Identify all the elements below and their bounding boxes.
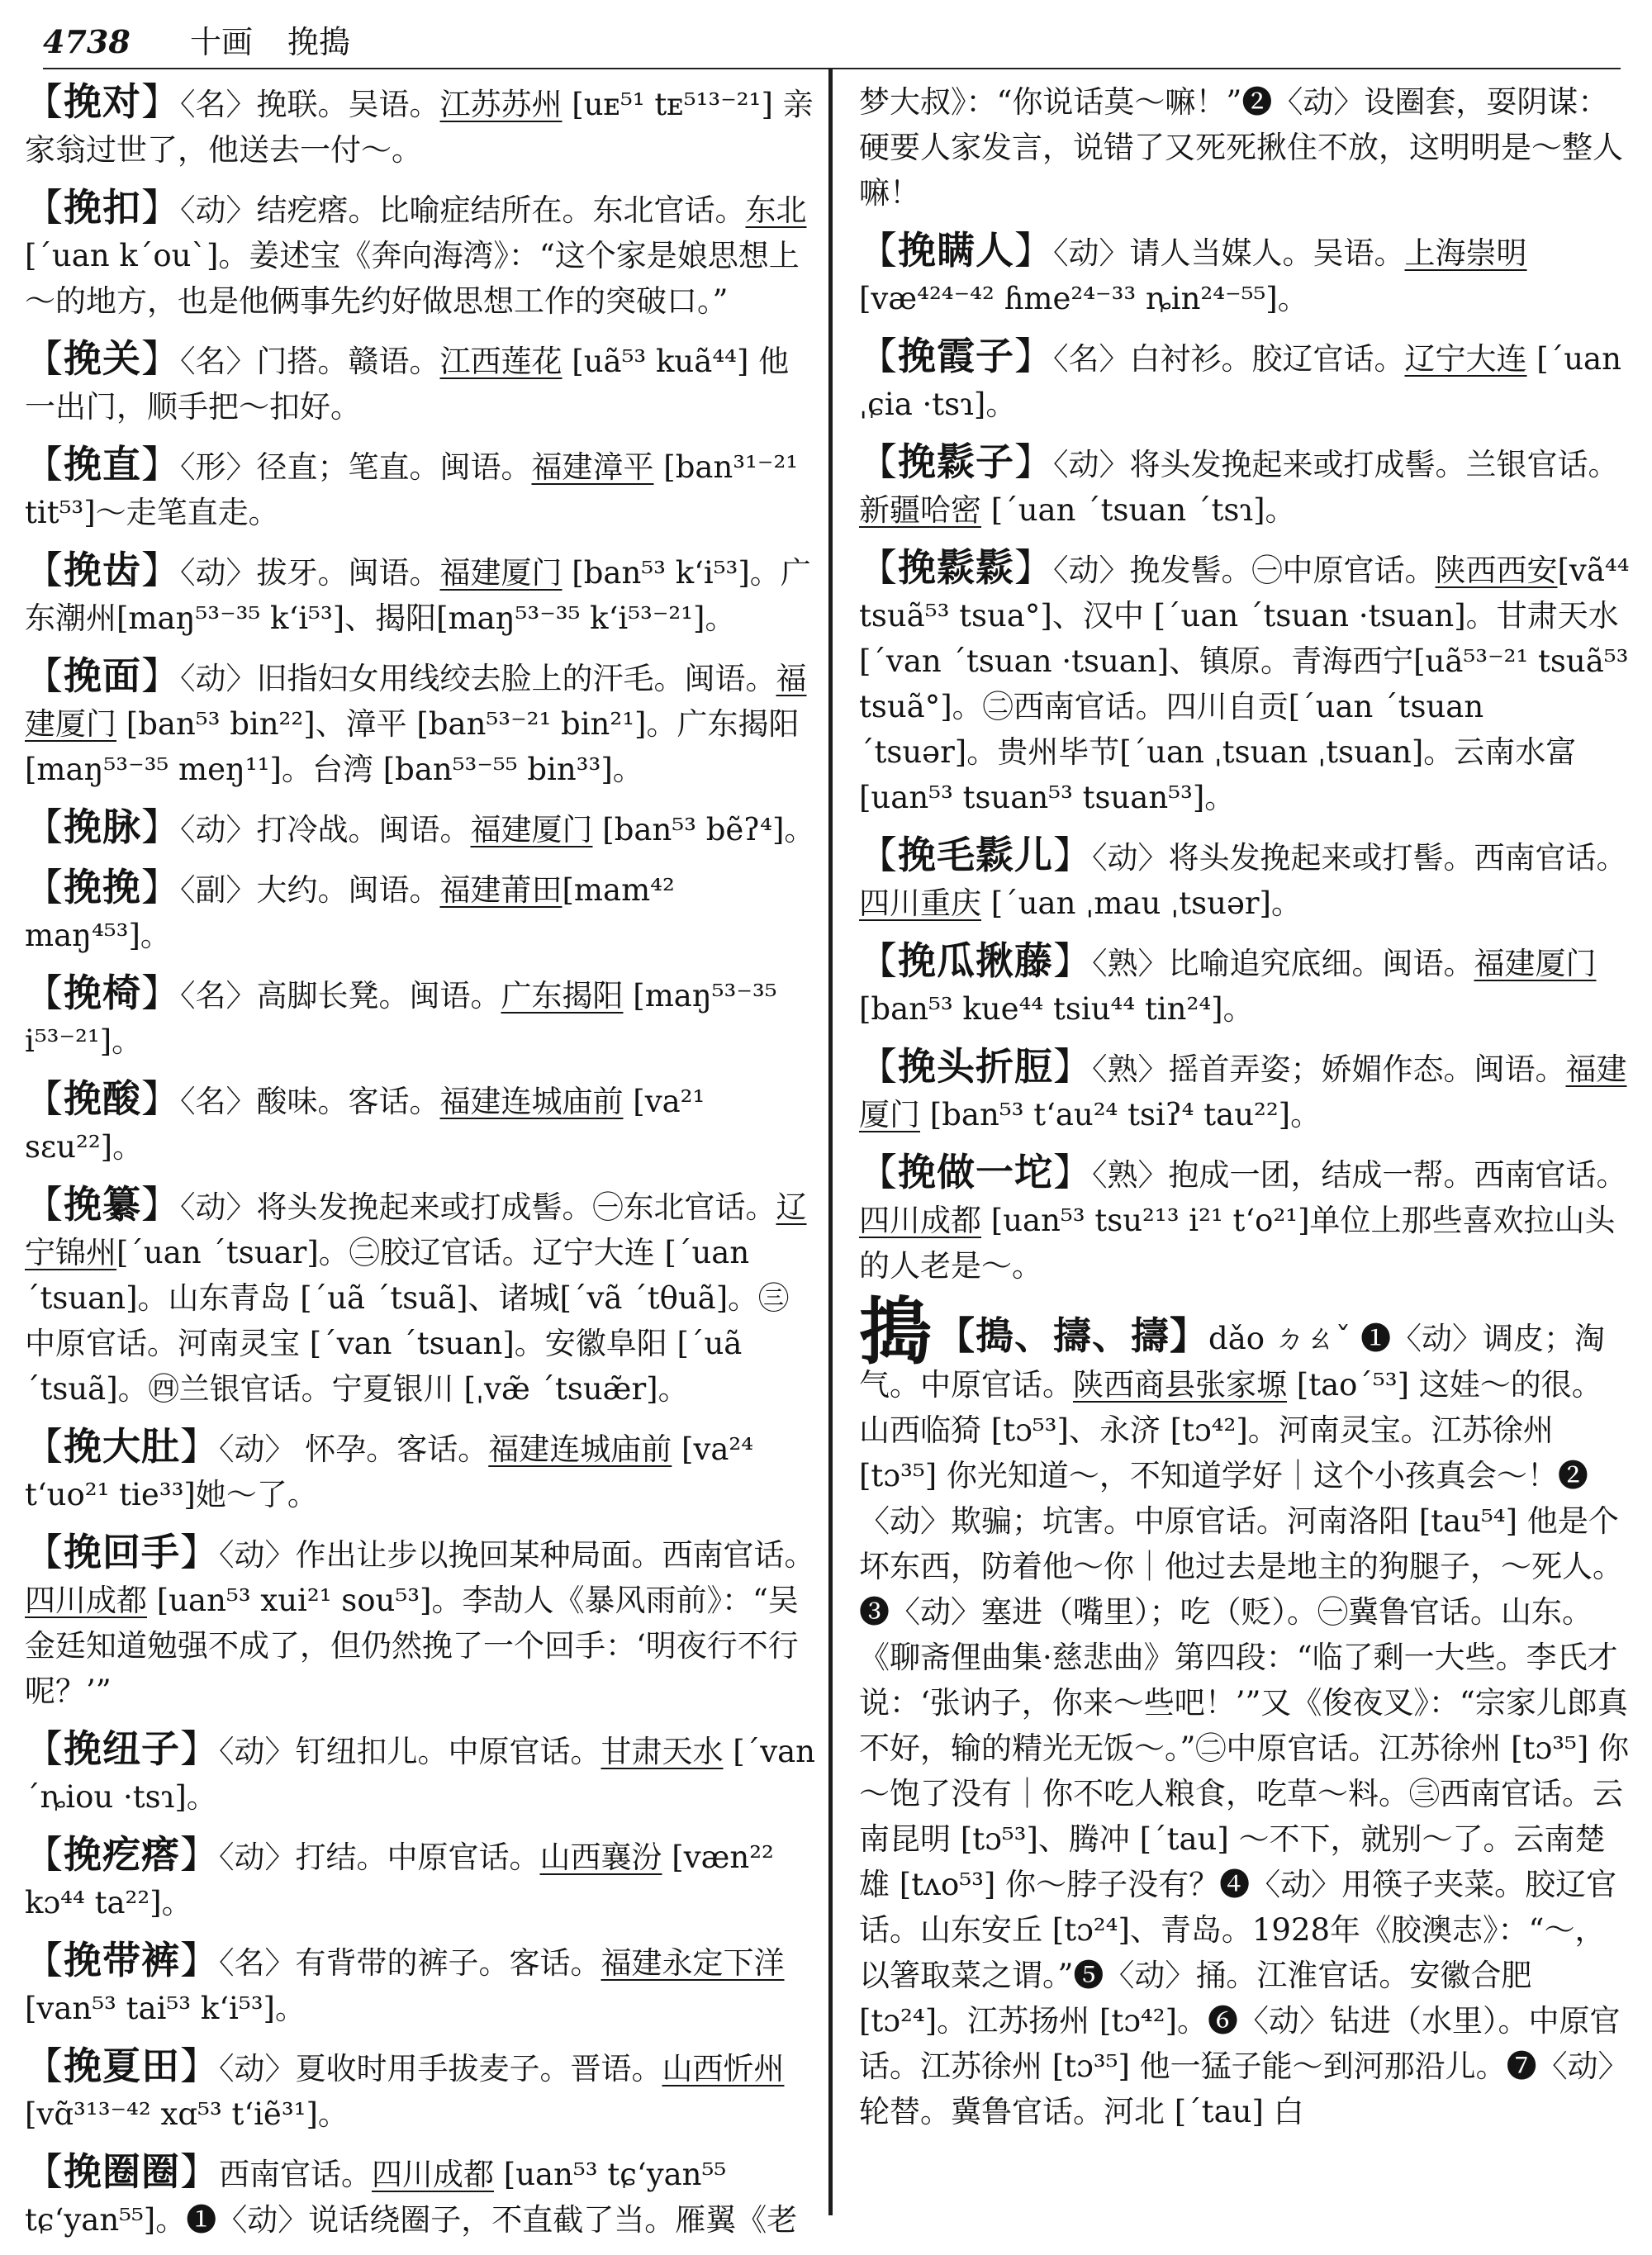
place-name: 福建厦门	[1474, 946, 1597, 981]
main-character-entry	[859, 1289, 1631, 2134]
dictionary-entry	[25, 1530, 818, 1714]
column-divider	[828, 68, 833, 2215]
definition: 〈熟〉比喻追究底细。闽语。	[1092, 946, 1474, 981]
headword: 【挽疙瘩】	[25, 1832, 219, 1877]
entry-text: [ban⁵³ kue⁴⁴ tsiu⁴⁴ tin²⁴]。	[859, 991, 1254, 1027]
page-header	[43, 18, 1621, 69]
place-name: 福建厦门	[25, 661, 807, 742]
headword: 【挽酸】	[25, 1076, 180, 1121]
definition: 〈动〉 怀孕。客话。	[219, 1431, 489, 1467]
entry-text: [ˊuan ˌɕia ·tsɿ]。	[859, 341, 1621, 422]
definition: 〈副〉大约。闽语。	[180, 872, 440, 908]
place-name: 江苏苏州	[439, 87, 563, 122]
definition: 〈动〉打冷战。闽语。	[180, 812, 471, 847]
definition: 〈动〉将头发挽起来或打成髻。㊀东北官话。	[180, 1189, 776, 1225]
headword: 【挽扣】	[25, 185, 180, 230]
definition: 〈名〉白衬衫。胶辽官话。	[1053, 341, 1405, 377]
entry-text: [ˊuan ˌmau ˌtsuər]。	[981, 885, 1302, 921]
definition: 〈名〉高脚长凳。闽语。	[180, 978, 501, 1014]
headword: 【挽挽】	[25, 865, 180, 909]
main-character: 搗	[859, 1289, 933, 1374]
dictionary-entry	[859, 938, 1631, 1032]
dictionary-entry	[25, 79, 818, 173]
dictionary-entry	[25, 805, 818, 852]
headword: 【挽大肚】	[25, 1424, 219, 1469]
place-name: 福建莆田	[439, 872, 563, 908]
headword: 【挽椅】	[25, 971, 180, 1015]
dictionary-entry	[25, 1832, 818, 1925]
place-name: 福建厦门	[470, 812, 593, 847]
entry-text: [uã⁵³ kuã⁴⁴] 他一出门，顺手把～扣好。	[25, 344, 790, 425]
place-name: 广东揭阳	[501, 978, 624, 1014]
definition: 〈动〉请人当媒人。吴语。	[1053, 235, 1405, 271]
definition: 〈动〉挽发髻。㊀中原官话。	[1053, 553, 1436, 588]
dictionary-entry	[859, 545, 1631, 820]
definition: 〈动〉钉纽扣儿。中原官话。	[219, 1734, 601, 1769]
dictionary-entry	[25, 865, 818, 958]
entry-text: [ˊvan ˊȵiou ·tsɿ]。	[25, 1734, 815, 1815]
entry-text: [va²¹ sɛu²²]。	[25, 1084, 705, 1165]
place-name: 山西襄汾	[539, 1840, 662, 1875]
definition: 〈动〉结疙瘩。比喻症结所在。东北官话。	[180, 192, 746, 228]
dictionary-entry	[25, 971, 818, 1064]
entry-text: [væ⁴²⁴⁻⁴² ɦme²⁴⁻³³ ȵin²⁴⁻⁵⁵]。	[859, 281, 1308, 316]
definition: 〈动〉作出让步以挽回某种局面。西南官话。	[219, 1537, 815, 1573]
definition: 〈名〉有背带的裤子。客话。	[219, 1945, 601, 1981]
dictionary-entry	[859, 833, 1631, 926]
entry-text: [va²⁴ tʻuo²¹ tie³³]她～了。	[25, 1431, 754, 1512]
place-name: 辽宁锦州	[25, 1189, 807, 1270]
entry-text: [uan⁵³ tɕʻyan⁵⁵ tɕʻyan⁵⁵]。❶〈动〉说话绕圈子，不直截了当。雁翼《老	[25, 2157, 798, 2238]
place-name: 福建厦门	[859, 1052, 1627, 1132]
right-column	[859, 79, 1631, 2147]
place-name: 辽宁大连	[1404, 341, 1527, 377]
definition: 西南官话。	[219, 2157, 372, 2192]
continued-text: 梦大叔》：“你说话莫～嘛！”❷〈动〉设圈套，耍阴谋：硬要人家发言，说错了又死死揪住不放，这明明是～整人嘛！	[859, 84, 1623, 211]
dictionary-entry	[25, 336, 818, 430]
headword: 【挽鬏子】	[859, 439, 1053, 484]
entry-text: [vɑ̃³¹³⁻⁴² xɑ⁵³ tʻiẽ³¹]。	[25, 2096, 349, 2132]
place-name: 上海崇明	[1404, 235, 1527, 271]
entry-text: [vã⁴⁴ tsuã⁵³ tsua°]、汉中 [ˊuan ˊtsuan ·tsuan]。甘肃天水[ˊvan ˊtsuan ·tsuan]、镇原。青海西宁[uã⁵³⁻²¹ tsuã⁵³ tsuã°]。㊁西南官话。四川自贡[ˊuan ˊtsuan ˊtsuər]。贵州毕节[ˊuan ˌtsuan ˌtsuan]。云南水富 [uan⁵³ tsuan⁵³ tsuan⁵³]。	[859, 553, 1630, 815]
headword: 【挽面】	[25, 653, 180, 698]
headword: 【挽夏田】	[25, 2044, 219, 2088]
page-number: 4738	[43, 23, 131, 60]
place-name: 东北	[745, 192, 807, 228]
headword: 【挽做一坨】	[859, 1150, 1092, 1194]
entry-text: [uan⁵³ xui²¹ sou⁵³]。李劼人《暴风雨前》：“吴金廷知道勉强不成了，但仍然挽了一个回手：‘明夜行不行呢？’”	[25, 1583, 799, 1709]
place-name: 江西莲花	[439, 344, 563, 379]
dictionary-entry	[859, 1044, 1631, 1137]
definition: 〈动〉拔牙。闽语。	[180, 555, 440, 591]
definition: 〈动〉将头发挽起来或打成髻。兰银官话。	[1053, 447, 1619, 482]
headword: 【挽齿】	[25, 548, 180, 592]
definition: ❶〈动〉调皮；淘气。中原官话。	[859, 1321, 1606, 1403]
headword: 【挽直】	[25, 442, 180, 487]
definition: 〈动〉夏收时用手拔麦子。晋语。	[219, 2051, 662, 2086]
headword: 【挽关】	[25, 336, 180, 381]
dictionary-entry	[859, 1150, 1631, 1289]
dictionary-entry	[25, 1938, 818, 2031]
place-name: 陕西商县张家塬	[1073, 1367, 1287, 1403]
place-name: 四川成都	[372, 2157, 494, 2192]
place-name: 福建连城庙前	[488, 1431, 672, 1467]
entry-text: [væn²² kɔ⁴⁴ ta²²]。	[25, 1840, 774, 1920]
pinyin: dǎo ㄉㄠˇ	[1208, 1321, 1351, 1356]
place-name: 甘肃天水	[601, 1734, 724, 1769]
definition: 〈熟〉摇首弄姿；娇媚作态。闽语。	[1092, 1052, 1566, 1087]
running-title: 挽搗	[287, 24, 351, 60]
entry-text: [uan⁵³ tsu²¹³ i²¹ tʻo²¹]单位上那些喜欢拉山头的人老是～。	[859, 1203, 1616, 1284]
place-name: 四川重庆	[859, 885, 981, 921]
dictionary-entry	[859, 439, 1631, 533]
dictionary-entry	[25, 548, 818, 641]
entry-text: [van⁵³ tai⁵³ kʻi⁵³]。	[25, 1991, 306, 2026]
left-column	[25, 79, 818, 2255]
place-name: 山西忻州	[662, 2051, 785, 2086]
entry-text: [ˊuan ˊtsuar]。㊁胶辽官话。辽宁大连 [ˊuan ˊtsuan]。山东青岛 [ˊuã ˊtsuã]、诸城[ˊvã ˊtθuã]。㊂中原官话。河南灵宝 [ˊvan ˊtsuan]。安徽阜阳 [ˊuã ˊtsuã]。㊃兰银官话。宁夏银川 [ˌvæ̃ ˊtsuæ̃r]。	[25, 1235, 790, 1407]
dictionary-entry	[25, 2044, 818, 2137]
definition: 〈熟〉抱成一团，结成一帮。西南官话。	[1092, 1157, 1627, 1193]
entry-text: [uᴇ⁵¹ tᴇ⁵¹³⁻²¹] 亲家翁过世了，他送去一付～。	[25, 87, 814, 168]
dictionary-entry	[859, 334, 1631, 427]
dictionary-entry	[25, 1182, 818, 1412]
entry-text: [taoˊ⁵³] 这娃～的很。山西临猗 [tɔ⁵³]、永济 [tɔ⁴²]。河南灵宝。江苏徐州 [tɔ³⁵] 你光知道～，不知道学好｜这个小孩真会～！❷〈动〉欺骗；坑害。中原官话。河南洛阳 [tau⁵⁴] 他是个坏东西，防着他～你｜他过去是地主的狗腿子，～死人。❸〈动〉塞进（嘴里）；吃（贬）。㊀冀鲁官话。山东。《聊斋俚曲集·慈悲曲》第四段：“临了剩一大些。李氏才说：‘张讷子，你来～些吧！’”又《俊夜叉》：“宗家儿郎真不好，输的精光无饭～。”㊁中原官话。江苏徐州 [tɔ³⁵] 你～饱了没有｜你不吃人粮食，吃草～料。㊂西南官话。云南昆明 [tɔ⁵³]、腾冲 [ˊtau] ～不下，就别～了。云南楚雄 [tʌo⁵³] 你～脖子没有？❹〈动〉用筷子夹菜。胶辽官话。山东安丘 [tɔ²⁴]、青岛。1928年《胶澳志》：“～，以箸取菜之谓。”❺〈动〉捅。江淮官话。安徽合肥 [tɔ²⁴]。江苏扬州 [tɔ⁴²]。❻〈动〉钻进（水里）。中原官话。江苏徐州 [tɔ³⁵] 他一猛子能～到河那沿儿。❼〈动〉轮替。冀鲁官话。河北 [ˊtau] 白	[859, 1367, 1630, 2129]
headword: 【挽毛鬏儿】	[859, 833, 1092, 877]
place-name: 四川成都	[859, 1203, 981, 1238]
entry-text: [ˊuan ˊtsuan ˊtsɿ]。	[981, 492, 1296, 528]
headword: 【挽圈圈】	[25, 2149, 219, 2194]
place-name: 福建连城庙前	[439, 1084, 624, 1119]
headword: 【挽对】	[25, 79, 180, 124]
entry-text: [ban⁵³ bin²²]、漳平 [ban⁵³⁻²¹ bin²¹]。广东揭阳 [maŋ⁵³⁻³⁵ meŋ¹¹]。台湾 [ban⁵³⁻⁵⁵ bin³³]。	[25, 706, 800, 787]
definition: 〈名〉挽联。吴语。	[180, 87, 440, 122]
definition: 〈动〉打结。中原官话。	[219, 1840, 540, 1875]
place-name: 新疆哈密	[859, 492, 981, 528]
place-name: 福建漳平	[531, 449, 654, 485]
headword: 【挽瓜揪藤】	[859, 938, 1092, 983]
dictionary-entry	[25, 185, 818, 324]
headword: 【挽鬏鬏】	[859, 545, 1053, 590]
definition: 〈名〉门搭。赣语。	[180, 344, 440, 379]
place-name: 四川成都	[25, 1583, 147, 1618]
dictionary-entry	[25, 1726, 818, 1820]
entry-text: [ban⁵³ bẽʔ⁴]。	[592, 812, 815, 847]
headword: 【挽脉】	[25, 805, 180, 849]
dictionary-entry	[25, 2149, 818, 2243]
dictionary-entry	[25, 1424, 818, 1517]
headword: 【挽霞子】	[859, 334, 1053, 378]
entry-text: [ban⁵³ kʻi⁵³]。广东潮州[maŋ⁵³⁻³⁵ kʻi⁵³]、揭阳[maŋ⁵³⁻³⁵ kʻi⁵³⁻²¹]。	[25, 555, 811, 636]
entry-text: [ˊuan kˊouˋ]。姜述宝《奔向海湾》：“这个家是娘思想上～的地方，也是他俩事先约好做思想工作的突破口。”	[25, 238, 800, 319]
entry-text: [ban³¹⁻²¹ tit⁵³]～走笔直走。	[25, 449, 799, 530]
headword: 【挽带裤】	[25, 1938, 219, 1982]
definition: 〈动〉旧指妇女用线绞去脸上的汗毛。闽语。	[180, 661, 776, 696]
dictionary-entry	[859, 228, 1631, 321]
dictionary-entry	[25, 653, 818, 792]
variant-forms: 【搗、擣、擣】	[937, 1313, 1209, 1358]
entry-text: [maŋ⁵³⁻³⁵ i⁵³⁻²¹]。	[25, 978, 777, 1059]
headword: 【挽瞒人】	[859, 228, 1053, 273]
headword: 【挽头折脰】	[859, 1044, 1092, 1089]
entry-text: [mam⁴² maŋ⁴⁵³]。	[25, 872, 675, 953]
headword: 【挽纂】	[25, 1182, 180, 1227]
section-label: 十画	[190, 24, 254, 60]
dictionary-entry	[25, 442, 818, 535]
definition: 〈动〉将头发挽起来或打髻。西南官话。	[1092, 840, 1627, 876]
headword: 【挽回手】	[25, 1530, 219, 1574]
definition: 〈名〉酸味。客话。	[180, 1084, 440, 1119]
headword: 【挽纽子】	[25, 1726, 219, 1771]
place-name: 福建永定下洋	[601, 1945, 785, 1981]
place-name: 陕西西安	[1435, 553, 1558, 588]
definition: 〈形〉径直；笔直。闽语。	[180, 449, 532, 485]
entry-text: [ban⁵³ tʻau²⁴ tsiʔ⁴ tau²²]。	[920, 1097, 1322, 1132]
place-name: 福建厦门	[439, 555, 563, 591]
dictionary-entry	[25, 1076, 818, 1170]
